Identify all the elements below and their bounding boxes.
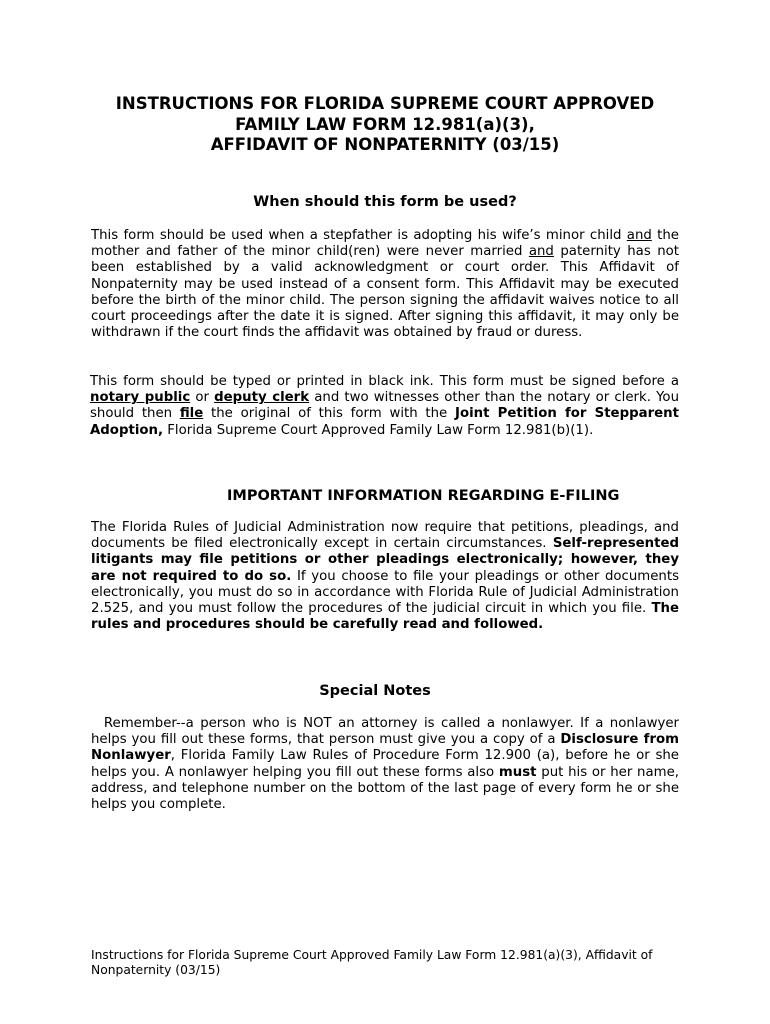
disclosure-term: Disclosure from Nonlawyer <box>91 732 679 764</box>
file-term: file <box>179 406 204 422</box>
text-run: the original of this form with the <box>203 406 455 422</box>
when-to-use-heading: When should this form be used? <box>253 194 517 210</box>
text-run: or <box>190 390 215 406</box>
document-title <box>60 94 710 156</box>
notary-public-term: notary public <box>90 390 191 406</box>
special-notes-heading: Special Notes <box>319 683 431 699</box>
deputy-clerk-term: deputy clerk <box>214 390 310 406</box>
special-notes-paragraph <box>91 716 679 813</box>
text-run: This form should be typed or printed in black ink. This form must be signed before a <box>90 374 679 389</box>
rules-note: The rules and procedures should be carefully read and followed. <box>91 601 679 633</box>
efiling-paragraph <box>91 520 679 633</box>
title-line-1: INSTRUCTIONS FOR FLORIDA SUPREME COURT APPROVED <box>115 94 655 113</box>
text-run: This form should be used when a stepfather is adopting his wife’s minor child <box>91 228 627 243</box>
text-run: Florida Supreme Court Approved Family Law Form 12.981(b)(1). <box>163 422 594 438</box>
text-run: If you choose to file your pleadings or other documents electronically, you must do so in accordance with Florida Rule of Judicial Administration 2.525, and you must follow the procedures of the judicial circuit in which you file. <box>91 568 679 617</box>
text-run: The Florida Rules of Judicial Administration now require that petitions, pleadings, and documents be filed electronically except in certain circumstances. <box>91 520 679 552</box>
title-line-3: AFFIDAVIT OF NONPATERNITY (03/15) <box>210 135 560 154</box>
text-run: put his or her name, address, and telephone number on the bottom of the last page of every form he or she helps you complete. <box>91 764 679 813</box>
when-to-use-paragraph <box>91 228 679 341</box>
text-run: paternity has not been established by a valid acknowledgment or court order. This Affidavit of Nonpaternity may be used instead of a consent form. This Affidavit may be executed before the birth of the minor child. The person signing the affidavit waives notice to all court proceedings after the date it is signed. After signing this affidavit, it may only be withdrawn if the court finds the affidavit was obtained by fraud or duress. <box>91 244 679 341</box>
underlined-and: and <box>626 228 652 243</box>
underlined-and: and <box>528 244 554 260</box>
text-run: Remember--a person who is NOT an attorney is called a nonlawyer. If a nonlawyer helps you fill out these forms, that person must give you a copy of a <box>91 716 679 748</box>
text-run: the mother and father of the minor child(ren) were never married <box>91 228 679 260</box>
efiling-heading: IMPORTANT INFORMATION REGARDING E-FILING <box>227 488 620 504</box>
signing-paragraph <box>90 374 679 439</box>
text-run: , Florida Family Law Rules of Procedure Form 12.900 (a), before he or she helps you. A nonlawyer helping you fill out these forms also <box>91 748 679 780</box>
self-represented-note: Self-represented litigants may file petitions or other pleadings electronically; however, they are not required to do so. <box>91 536 679 584</box>
must-term: must <box>498 764 537 780</box>
joint-petition-term: Joint Petition for Stepparent Adoption, <box>90 406 679 438</box>
title-line-2: FAMILY LAW FORM 12.981(a)(3), <box>235 114 535 134</box>
text-run: and two witnesses other than the notary or clerk. You should then <box>90 390 679 422</box>
page-footer: Instructions for Florida Supreme Court Approved Family Law Form 12.981(a)(3), Affidavit of Nonpaternity (03/15) <box>91 948 653 977</box>
